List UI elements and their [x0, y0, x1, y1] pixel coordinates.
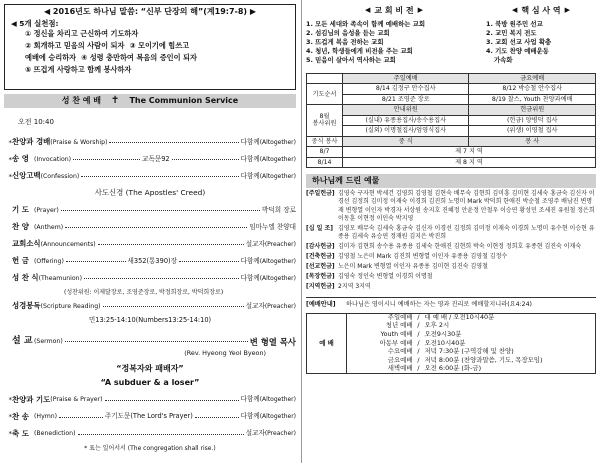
offering-row: [선교헌금] 노은미 Mark 변형열 이인자 유종용 김미현 김진숙 김영철 [306, 263, 488, 271]
duty-table: 주일예배 금요예배 기도순서 8/14 김정구 안수집사 8/12 박승철 안수집사 8/21 조영준 장로 8/19 찰스, Youth 찬양과예배 8월 봉사위원 안내위원 헌금위원 (실내) 유종용집사/송수용집사 (헌금) 양병덕 집사 (실외) 이명철집사/엄영식집사 (위생) 이영철 집사 중식 봉사 중 식 봉 사 8/7 제 7 지 역 8/14 제 8 지 역 [306, 73, 596, 168]
right-column [306, 4, 596, 374]
offering-row: [건축헌금] 김영철 노은미 Mark 김진희 변형열 이인자 유종용 김영철 김정수 [306, 253, 508, 261]
table-row: 수요예배 / 저녁 7:30분 (구역강해 및 찬양) [387, 347, 514, 356]
goal-3-cont-4: 예배에 승리하자 ④ 성령 충만하여 복음의 증인이 되자 [25, 53, 197, 63]
table-row: Youth 예배 / 오전9시30분 [380, 329, 462, 338]
order-row: 교회소식 (Announcements) 설교자 (Preacher) [12, 239, 296, 249]
order-row: 찬 양 (Anthem) 임마누엘 찬양대 [12, 222, 296, 232]
service-schedule-table [306, 313, 596, 374]
core-ministry [486, 4, 596, 65]
table-row: 새벽예배 / 오전 6:00분 (화-금) [387, 364, 482, 373]
order-row: * 찬양과 기도 (Praise & Prayer) 다함께 (Altogether) [8, 394, 296, 404]
sermon-title-kr: “정복자와 패배자” [116, 364, 184, 374]
triangle-right-icon: ▶ [417, 6, 424, 15]
offering-band: 하나님께 드린 예물 [306, 174, 596, 188]
triangle-left-icon: ◀ [511, 6, 518, 15]
sermon-row: 설 교 (Sermon) 변 형열 목사 [12, 336, 296, 347]
list-item: 4. 기도 찬양 예배운동 [486, 47, 549, 55]
order-row: * 축 도 (Benediction) 설교자 (Preacher) [8, 428, 296, 438]
core-list [486, 20, 596, 65]
offering-row: [목장헌금] 김영숙 정인숙 변형열 이경희 이명철 [306, 273, 433, 281]
list-item: 3. 교회 선교 사업 확충 [486, 38, 552, 46]
list-item: 2. 교민 복지 전도 [486, 29, 537, 37]
list-item: 가속화 [494, 56, 513, 64]
church-vision [306, 4, 482, 65]
service-band [4, 94, 296, 108]
vision-list [306, 20, 482, 65]
goal-2-3: ② 회개하고 믿음의 사람이 되자 ③ 모이기에 힘쓰고 [25, 41, 190, 51]
offering-list [306, 190, 596, 291]
service-title-en: The Communion Service [129, 96, 239, 106]
list-item: 2. 섬김님의 음성을 듣는 교회 [306, 29, 390, 37]
table-row: 아동부 예배 / 오전10시40분 [379, 338, 466, 347]
sacrament-committee-note: (성찬위원: 이제달장로, 조영준장로, 박정희장로, 박덕희장로) [64, 289, 224, 297]
table-row: 금요예배 / 저녁 8:00분 (찬양과말씀, 기도, 목장모임) [387, 355, 543, 364]
offering-row: [감사헌금] 김미자 김현희 송수용 유종용 김세숙 한애진 김현희 박숙 이현정 정희호 유종현 김진숙 이재숙 [306, 243, 582, 251]
table-row: 예 배 주일예배 / 대 예 배 / 오전10시40분 [307, 313, 596, 322]
table-row: 청년 예배 / 오후 2시 [385, 321, 450, 330]
column-divider [301, 0, 302, 463]
order-row: * 송 영 (Invocation) 교독문92 다함께 (Altogether) [8, 154, 297, 164]
order-of-worship [4, 134, 296, 451]
goal-5: ⑤ 뜨겁게 사랑하고 함께 봉사하자 [25, 65, 132, 75]
creed-label: 사도신경 (The Apostles' Creed) [94, 188, 206, 198]
sermon-title-en: “A subduer & a loser” [100, 377, 200, 387]
list-item: 4. 청년, 학생들에게 비전을 주는 교회 [306, 47, 413, 55]
annual-theme-title: ◀ 2016년도 하나님 말씀: “신부 단장의 해”(계19:7-8) ▶ [43, 7, 257, 16]
list-item: 3. 뜨겁게 복음 전하는 교회 [306, 38, 384, 46]
service-time: 오전 10:40 [18, 118, 54, 126]
offering-row: [주일헌금] 김영숙 구자현 박세건 김영희 김영철 김현숙 배무숙 김현희 김미흥 김미현 김세숙 홍금숙 김신자 이경선 김정희 김미정 이재숙 이경희 김진희 노명미 Mark 박덕희 한애진 박순철 조영주 배남진 변명재 변형열 이인자 박경자 서상원 송지호 진혜정 안윤정 안철우 이승연 황성민 조세진 유원철 정은희 이동훈 이현정 이인숙 박지영 [306, 189, 595, 223]
offering-row: [십 일 조] 김영모 배무숙 김세숙 홍금숙 김신자 이경선 김정희 김미정 이재숙 이경희 노명미 유수현 이승현 유종용 김세숙 유승연 정재원 김지은 박진희 [306, 225, 595, 241]
creed-row [4, 185, 296, 202]
annual-theme-box [4, 4, 296, 90]
scripture-row: 성경봉독 (Scripture Reading) 설교자 (Preacher) [12, 301, 296, 311]
list-item: 1. 모든 세대와 족속이 함께 예배하는 교회 [306, 20, 425, 28]
vision-section [306, 4, 596, 65]
preacher-name-en: (Rev. Hyeong Yeol Byeon) [184, 349, 266, 358]
scripture-reference: 민13:25-14:10(Numbers13:25-14:10) [88, 316, 212, 325]
goal-1: ① 정신을 차리고 근신하여 기도하자 [25, 29, 139, 39]
stand-footnote: * 표는 일어서서 (The congregation shall rise.) [84, 444, 216, 452]
worship-guide: [예배안내] 하나님은 영이시니 예배하는 자는 영과 진리로 예배할지니라(요4:24) [306, 297, 596, 308]
order-row: * 찬양과 경배 (Praise & Worship) 다함께 (Altogether) [8, 137, 296, 147]
offering-row: [지역헌금] 2지역 3지역 [306, 283, 371, 290]
left-column [4, 4, 296, 452]
service-title: 성 찬 예 배 [61, 96, 102, 106]
practice-points-label: ◀ 5개 실천점: [11, 18, 59, 28]
list-item: 5. 믿음이 살아서 역사하는 교회 [306, 56, 396, 64]
list-item: 1. 북방 원주민 선교 [486, 20, 543, 28]
order-row: * 신앙고백 (Confession) 다함께 (Altogether) [8, 171, 296, 181]
order-row: 성 찬 식 (Theamunion) 다함께 (Altogether) [12, 273, 296, 283]
vision-heading: ◀ 교 회 비 전 ▶ [364, 5, 424, 15]
cross-icon: ✝ [111, 95, 120, 106]
order-row: 헌 금 (Offering) 새352(통390)장 다함께 (Altogether) [12, 256, 297, 266]
order-row: * 찬 송 (Hymn) 주기도문(The Lord's Prayer) 다함께 (Altogether) [8, 411, 297, 421]
triangle-right-icon: ▶ [564, 6, 571, 15]
triangle-left-icon: ◀ [364, 6, 371, 15]
core-heading: ◀ 핵 심 사 역 ▶ [511, 5, 571, 15]
order-row: 기 도 (Prayer) 박덕희 장로 [12, 205, 296, 215]
